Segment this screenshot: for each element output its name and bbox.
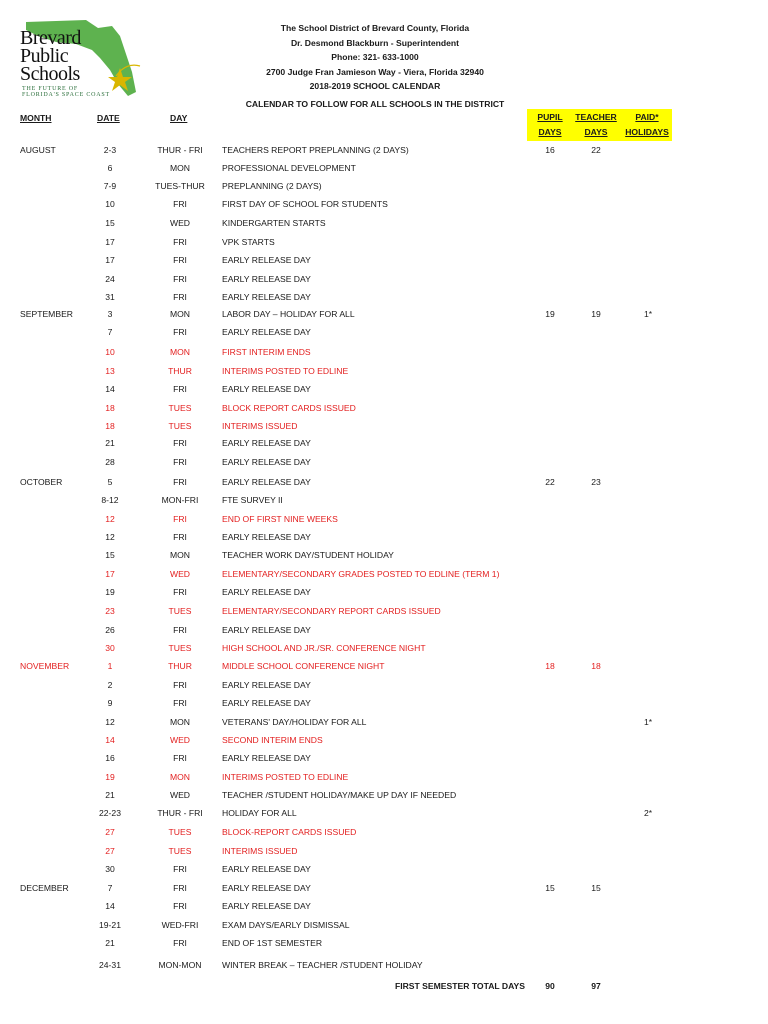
cell-day: MON: [169, 163, 191, 173]
cell-date: 5: [107, 477, 113, 487]
cell-event: PREPLANNING (2 DAYS): [222, 181, 322, 191]
cell-day: THUR - FRI: [157, 808, 203, 818]
table-row: [0, 899, 768, 913]
cell-date: 19-21: [99, 920, 121, 930]
cell-date: 30: [105, 643, 115, 653]
cell-day: FRI: [173, 698, 187, 708]
cell-event: BLOCK-REPORT CARDS ISSUED: [222, 827, 357, 837]
cell-event: BLOCK REPORT CARDS ISSUED: [222, 403, 356, 413]
cell-teacher: 15: [591, 883, 601, 893]
cell-event: MIDDLE SCHOOL CONFERENCE NIGHT: [222, 661, 385, 671]
phone: Phone: 321- 633-1000: [331, 52, 419, 62]
cell-date: 18: [105, 421, 115, 431]
cell-event: FIRST INTERIM ENDS: [222, 347, 311, 357]
table-row: [0, 659, 768, 673]
cell-event: EARLY RELEASE DAY: [222, 680, 311, 690]
cell-event: EARLY RELEASE DAY: [222, 883, 311, 893]
paid-header-line1: PAID*: [635, 112, 659, 122]
cell-day: FRI: [173, 625, 187, 635]
cell-day: WED: [169, 790, 191, 800]
cell-date: 31: [105, 292, 115, 302]
cell-event: PROFESSIONAL DEVELOPMENT: [222, 163, 356, 173]
table-row: [0, 161, 768, 175]
cell-date: 12: [105, 514, 115, 524]
semester-total-pupil: 90: [545, 981, 555, 991]
table-row: [0, 678, 768, 692]
cell-event: EXAM DAYS/EARLY DISMISSAL: [222, 920, 350, 930]
cell-day: FRI: [173, 938, 187, 948]
cell-date: 7: [107, 883, 113, 893]
cell-pupil: 22: [545, 477, 555, 487]
table-row: [0, 881, 768, 895]
cell-day: FRI: [173, 457, 187, 467]
cell-day: THUR: [168, 366, 192, 376]
cell-day: FRI: [173, 327, 187, 337]
pupil-header-line1: PUPIL: [537, 112, 563, 122]
cell-event: INTERIMS ISSUED: [222, 846, 298, 856]
cell-event: HIGH SCHOOL AND JR./SR. CONFERENCE NIGHT: [222, 643, 426, 653]
cell-event: EARLY RELEASE DAY: [222, 255, 311, 265]
cell-day: FRI: [173, 255, 187, 265]
table-row: [0, 436, 768, 450]
table-row: [0, 696, 768, 710]
cell-event: EARLY RELEASE DAY: [222, 327, 311, 337]
cell-date: 21: [105, 938, 115, 948]
teacher-header-line2: DAYS: [584, 127, 608, 137]
cell-event: VETERANS' DAY/HOLIDAY FOR ALL: [222, 717, 367, 727]
cell-date: 27: [105, 846, 115, 856]
cell-event: ELEMENTARY/SECONDARY REPORT CARDS ISSUED: [222, 606, 441, 616]
cell-day: TUES: [168, 643, 192, 653]
cell-day: MON: [169, 717, 191, 727]
cell-day: MON: [169, 772, 191, 782]
table-row: [0, 806, 768, 820]
table-row: [0, 253, 768, 267]
column-header-month: MONTH: [20, 113, 52, 123]
cell-event: EARLY RELEASE DAY: [222, 625, 311, 635]
cell-day: FRI: [173, 532, 187, 542]
table-row: [0, 585, 768, 599]
cell-date: 18: [105, 403, 115, 413]
cell-paid: 1*: [643, 309, 653, 319]
cell-day: WED: [169, 218, 191, 228]
cell-paid: 2*: [643, 808, 653, 818]
table-row: [0, 272, 768, 286]
cell-event: KINDERGARTEN STARTS: [222, 218, 326, 228]
semester-total-teacher: 97: [591, 981, 601, 991]
teacher-header-line1: TEACHER: [575, 112, 617, 122]
cell-event: INTERIMS POSTED TO EDLINE: [222, 772, 349, 782]
table-row: [0, 493, 768, 507]
logo-text-line2: Public: [20, 45, 69, 67]
cell-date: 14: [105, 901, 115, 911]
table-row: [0, 825, 768, 839]
cell-day: WED: [169, 735, 191, 745]
table-row: [0, 290, 768, 304]
table-row: [0, 862, 768, 876]
column-header-date: DATE: [97, 113, 120, 123]
superintendent: Dr. Desmond Blackburn - Superintendent: [290, 38, 460, 48]
logo-text-line3: Schools: [20, 63, 80, 85]
cell-day: FRI: [173, 274, 187, 284]
cell-day: MON-FRI: [161, 495, 199, 505]
cell-pupil: 18: [545, 661, 555, 671]
cell-date: 12: [105, 532, 115, 542]
cell-event: EARLY RELEASE DAY: [222, 438, 311, 448]
table-row: [0, 751, 768, 765]
cell-day: FRI: [173, 384, 187, 394]
cell-date: 14: [105, 735, 115, 745]
table-row: [0, 548, 768, 562]
cell-day: FRI: [173, 514, 187, 524]
cell-date: 19: [105, 772, 115, 782]
pupil-header-line2: DAYS: [538, 127, 562, 137]
cell-event: EARLY RELEASE DAY: [222, 753, 311, 763]
cell-date: 7: [107, 327, 113, 337]
cell-day: FRI: [173, 901, 187, 911]
cell-event: SECOND INTERIM ENDS: [222, 735, 323, 745]
table-row: [0, 455, 768, 469]
cell-date: 21: [105, 790, 115, 800]
cell-day: MON: [169, 550, 191, 560]
table-row: [0, 401, 768, 415]
table-row: [0, 770, 768, 784]
cell-day: THUR: [168, 661, 192, 671]
cell-event: END OF FIRST NINE WEEKS: [222, 514, 338, 524]
cell-date: 23: [105, 606, 115, 616]
table-row: [0, 512, 768, 526]
table-row: [0, 958, 768, 972]
cell-event: EARLY RELEASE DAY: [222, 864, 311, 874]
logo-tagline: THE FUTURE OF FLORIDA'S SPACE COAST: [22, 86, 111, 98]
cell-event: EARLY RELEASE DAY: [222, 384, 311, 394]
table-row: [0, 936, 768, 950]
cell-day: WED: [169, 569, 191, 579]
table-row: [0, 788, 768, 802]
address: 2700 Judge Fran Jamieson Way - Viera, Florida 32940: [266, 67, 484, 77]
cell-day: FRI: [173, 864, 187, 874]
cell-event: WINTER BREAK – TEACHER /STUDENT HOLIDAY: [222, 960, 423, 970]
table-row: [0, 382, 768, 396]
cell-day: FRI: [173, 477, 187, 487]
cell-month: SEPTEMBER: [20, 309, 74, 319]
cell-date: 10: [105, 199, 115, 209]
calendar-subtitle: CALENDAR TO FOLLOW FOR ALL SCHOOLS IN THE DISTRICT: [245, 99, 505, 109]
cell-day: THUR - FRI: [157, 145, 203, 155]
cell-event: FTE SURVEY II: [222, 495, 283, 505]
cell-teacher: 22: [591, 145, 601, 155]
cell-date: 26: [105, 625, 115, 635]
cell-event: EARLY RELEASE DAY: [222, 532, 311, 542]
cell-day: FRI: [173, 587, 187, 597]
cell-event: TEACHERS REPORT PREPLANNING (2 DAYS): [222, 145, 409, 155]
cell-day: MON: [169, 347, 191, 357]
cell-date: 16: [105, 753, 115, 763]
table-row: [0, 325, 768, 339]
table-row: [0, 844, 768, 858]
cell-date: 28: [105, 457, 115, 467]
cell-date: 2: [107, 680, 113, 690]
cell-event: EARLY RELEASE DAY: [222, 587, 311, 597]
cell-date: 1: [107, 661, 113, 671]
cell-day: FRI: [173, 199, 187, 209]
table-row: [0, 918, 768, 932]
cell-event: TEACHER WORK DAY/STUDENT HOLIDAY: [222, 550, 394, 560]
table-row: [0, 143, 768, 157]
table-row: [0, 475, 768, 489]
cell-event: INTERIMS POSTED TO EDLINE: [222, 366, 349, 376]
cell-date: 14: [105, 384, 115, 394]
cell-date: 7-9: [103, 181, 117, 191]
cell-paid: 1*: [643, 717, 653, 727]
cell-date: 24: [105, 274, 115, 284]
cell-date: 17: [105, 255, 115, 265]
logo-text-line1: Brevard: [20, 27, 81, 49]
table-row: [0, 216, 768, 230]
column-header-day: DAY: [170, 113, 188, 123]
cell-day: FRI: [173, 883, 187, 893]
cell-event: EARLY RELEASE DAY: [222, 477, 311, 487]
table-row: [0, 179, 768, 193]
table-row: [0, 197, 768, 211]
cell-date: 15: [105, 550, 115, 560]
cell-month: OCTOBER: [20, 477, 63, 487]
cell-date: 19: [105, 587, 115, 597]
cell-day: TUES: [168, 421, 192, 431]
table-row: [0, 604, 768, 618]
table-row: [0, 567, 768, 581]
table-row: [0, 641, 768, 655]
district-name: The School District of Brevard County, Florida: [280, 23, 470, 33]
cell-day: FRI: [173, 438, 187, 448]
cell-pupil: 15: [545, 883, 555, 893]
cell-day: MON-MON: [158, 960, 202, 970]
cell-event: EARLY RELEASE DAY: [222, 901, 311, 911]
cell-day: FRI: [173, 680, 187, 690]
cell-day: TUES: [168, 827, 192, 837]
table-row: [0, 733, 768, 747]
semester-total-label: FIRST SEMESTER TOTAL DAYS: [394, 981, 525, 991]
cell-month: DECEMBER: [20, 883, 69, 893]
cell-date: 10: [105, 347, 115, 357]
cell-day: FRI: [173, 237, 187, 247]
cell-event: FIRST DAY OF SCHOOL FOR STUDENTS: [222, 199, 388, 209]
cell-day: TUES: [168, 606, 192, 616]
cell-pupil: 19: [545, 309, 555, 319]
cell-date: 24-31: [99, 960, 121, 970]
cell-event: LABOR DAY – HOLIDAY FOR ALL: [222, 309, 355, 319]
cell-month: NOVEMBER: [20, 661, 70, 671]
cell-month: AUGUST: [20, 145, 56, 155]
cell-date: 27: [105, 827, 115, 837]
cell-day: WED-FRI: [161, 920, 199, 930]
cell-date: 9: [107, 698, 113, 708]
table-row: [0, 307, 768, 321]
cell-teacher: 23: [591, 477, 601, 487]
paid-header-line2: HOLIDAYS: [625, 127, 669, 137]
cell-date: 8-12: [101, 495, 119, 505]
table-row: [0, 345, 768, 359]
cell-event: EARLY RELEASE DAY: [222, 274, 311, 284]
cell-event: END OF 1ST SEMESTER: [222, 938, 323, 948]
cell-date: 17: [105, 237, 115, 247]
cell-event: TEACHER /STUDENT HOLIDAY/MAKE UP DAY IF NEEDED: [222, 790, 457, 800]
table-row: [0, 419, 768, 433]
cell-pupil: 16: [545, 145, 555, 155]
table-row: [0, 530, 768, 544]
cell-date: 6: [107, 163, 113, 173]
cell-date: 22-23: [99, 808, 121, 818]
cell-day: TUES: [168, 403, 192, 413]
cell-day: TUES-THUR: [155, 181, 205, 191]
table-row: [0, 364, 768, 378]
table-row: [0, 623, 768, 637]
cell-date: 17: [105, 569, 115, 579]
cell-day: FRI: [173, 292, 187, 302]
table-row: [0, 715, 768, 729]
cell-date: 21: [105, 438, 115, 448]
calendar-title: 2018-2019 SCHOOL CALENDAR: [309, 81, 441, 91]
cell-teacher: 18: [591, 661, 601, 671]
cell-event: ELEMENTARY/SECONDARY GRADES POSTED TO EDLINE (TERM 1): [222, 569, 500, 579]
cell-date: 30: [105, 864, 115, 874]
table-row: [0, 235, 768, 249]
cell-event: VPK STARTS: [222, 237, 275, 247]
cell-date: 12: [105, 717, 115, 727]
cell-date: 13: [105, 366, 115, 376]
cell-event: EARLY RELEASE DAY: [222, 457, 311, 467]
cell-event: INTERIMS ISSUED: [222, 421, 298, 431]
cell-day: FRI: [173, 753, 187, 763]
cell-event: EARLY RELEASE DAY: [222, 292, 311, 302]
cell-date: 3: [107, 309, 113, 319]
cell-day: MON: [169, 309, 191, 319]
cell-teacher: 19: [591, 309, 601, 319]
cell-day: TUES: [168, 846, 192, 856]
cell-date: 2-3: [103, 145, 117, 155]
cell-event: HOLIDAY FOR ALL: [222, 808, 297, 818]
cell-event: EARLY RELEASE DAY: [222, 698, 311, 708]
cell-date: 15: [105, 218, 115, 228]
